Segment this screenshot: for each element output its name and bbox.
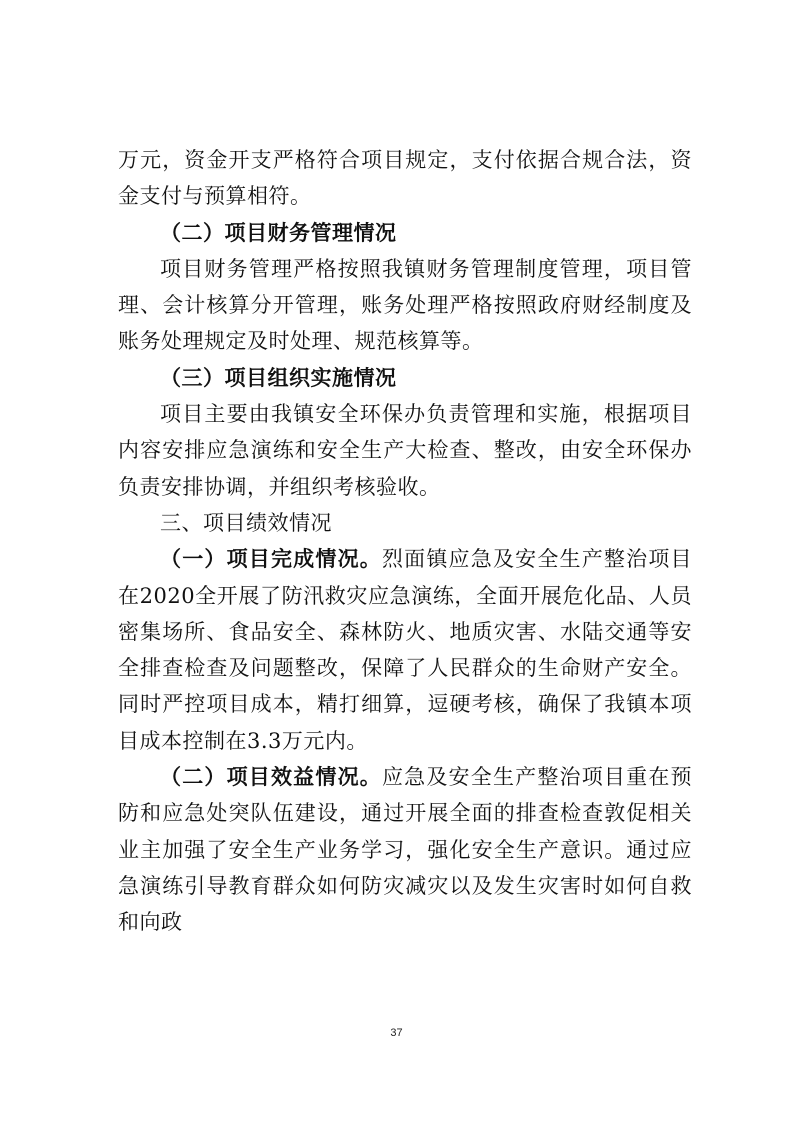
- paragraph-text: 应急及安全生产整治项目重在预防和应急处突队伍建设，通过开展全面的排查检查敦促相关业主加强了安全生产业务学习，强化安全生产意识。通过应急演练引导教育群众如何防灾减灾以及发生灾害时如何自救和向政: [118, 765, 693, 935]
- subsection-heading: （二）项目财务管理情况: [160, 219, 397, 245]
- body-paragraph: 项目财务管理严格按照我镇财务管理制度管理，项目管理、会计核算分开管理，账务处理严格按照政府财经制度及账务处理规定及时处理、规范核算等。: [118, 256, 692, 354]
- paragraph-text: 烈面镇应急及安全生产整治项目在2020全开展了防汛救灾应急演练，全面开展危化品、人员密集场所、食品安全、森林防火、地质灾害、水陆交通等安全排查检查及问题整改，保障了人民群众的生命财产安全。同时严控项目成本，精打细算，逗硬考核，确保了我镇本项目成本控制在3.3万元内。: [118, 547, 693, 753]
- body-paragraph: [118, 541, 692, 759]
- document-body: [118, 142, 692, 941]
- body-paragraph: [118, 759, 692, 940]
- section-heading: 三、项目绩效情况: [160, 510, 332, 535]
- page-number: 37: [390, 1027, 403, 1039]
- subsection-heading: （三）项目组织实施情况: [160, 364, 397, 390]
- paragraph-lead: （二）项目效益情况。: [160, 764, 382, 790]
- body-paragraph: 万元，资金开支严格符合项目规定，支付依据合规合法，资金支付与预算相符。: [118, 148, 692, 209]
- body-paragraph: 项目主要由我镇安全环保办负责管理和实施，根据项目内容安排应急演练和安全生产大检查、整改，由安全环保办负责安排协调，并组织考核验收。: [118, 402, 692, 499]
- paragraph-lead: （一）项目完成情况。: [160, 546, 382, 572]
